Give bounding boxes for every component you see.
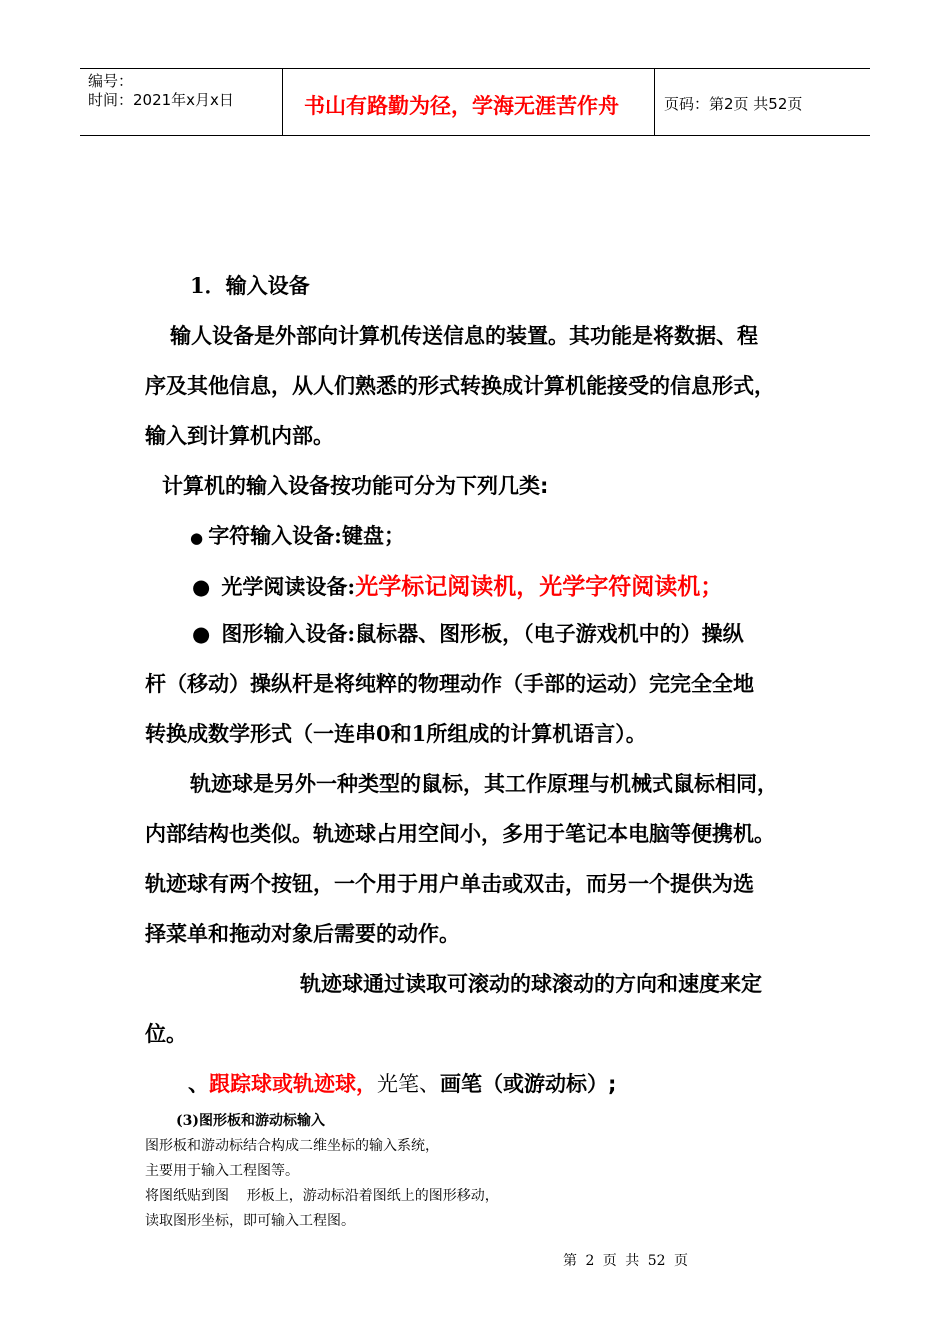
bullet-dot-icon: ●	[192, 622, 211, 646]
bullet-2-label: 光学阅读设备:	[221, 574, 356, 599]
header-divider-left	[282, 68, 283, 136]
bullet-item-3	[192, 618, 744, 648]
small-heading: (3)图形板和游动标输入	[176, 1113, 325, 1129]
bullet-2-highlight: 光学标记阅读机，光学字符阅读机；	[355, 574, 724, 600]
trackball-line2: 内部结构也类似。轨迹球占用空间小，多用于笔记本电脑等便携机。	[145, 821, 775, 846]
mixed-prefix: 、	[188, 1072, 209, 1096]
bullet-item-1	[190, 520, 405, 550]
small-line4: 读取图形坐标，即可输入工程图。	[145, 1213, 355, 1229]
section-heading: 1．输入设备	[190, 273, 310, 298]
header-number-label: 编号：	[88, 72, 134, 90]
bullet-1-label: 字符输入设备:键盘；	[208, 523, 405, 548]
mixed-mid: 光笔、	[377, 1072, 440, 1096]
header-bottom-rule	[80, 135, 870, 136]
bullet-dot-icon: ●	[192, 575, 211, 599]
trackball-line1: 轨迹球是另外一种类型的鼠标，其工作原理与机械式鼠标相同，	[190, 771, 778, 796]
mixed-red: 跟踪球或轨迹球，	[209, 1072, 377, 1096]
header-page-info: 页码：第2页 共52页	[664, 95, 803, 113]
para1-line2: 序及其他信息，从人们熟悉的形式转换成计算机能接受的信息形式，	[145, 373, 775, 398]
trackball-line3: 轨迹球有两个按钮，一个用于用户单击或双击，而另一个提供为选	[145, 871, 754, 896]
para1-line1: 输人设备是外部向计算机传送信息的装置。其功能是将数据、程	[170, 323, 758, 348]
bullet-3-line3: 转换成数学形式（一连串0和1所组成的计算机语言）。	[145, 721, 647, 746]
small-line2: 主要用于输入工程图等。	[145, 1163, 299, 1179]
page-footer: 第 2 页 共 52 页	[563, 1253, 688, 1269]
bullet-dot-icon: ●	[190, 529, 204, 547]
input-devices-line	[188, 1068, 616, 1098]
trackball-line4: 择菜单和拖动对象后需要的动作。	[145, 921, 460, 946]
header-motto: 书山有路勤为径，学海无涯苦作舟	[304, 94, 619, 118]
small-line1: 图形板和游动标结合构成二维坐标的输入系统，	[145, 1138, 439, 1154]
bullet-3-line1: 图形输入设备:鼠标器、图形板，（电子游戏机中的）操纵	[221, 621, 744, 646]
classification-heading: 计算机的输入设备按功能可分为下列几类:	[162, 474, 549, 498]
bullet-item-2	[192, 568, 723, 601]
small-line3: 将图纸贴到图 形板上，游动标沿着图纸上的图形移动，	[145, 1188, 499, 1204]
para1-line3: 输入到计算机内部。	[145, 423, 334, 448]
header-divider-right	[654, 68, 655, 136]
locate-line1: 轨迹球通过读取可滚动的球滚动的方向和速度来定	[300, 971, 762, 996]
locate-line2: 位。	[145, 1021, 187, 1046]
header-date: 时间：2021年x月x日	[88, 91, 234, 109]
bullet-3-line2: 杆（移动）操纵杆是将纯粹的物理动作（手部的运动）完完全全地	[145, 671, 754, 696]
mixed-end: 画笔（或游动标）;	[440, 1072, 617, 1096]
header-top-rule	[80, 68, 870, 69]
